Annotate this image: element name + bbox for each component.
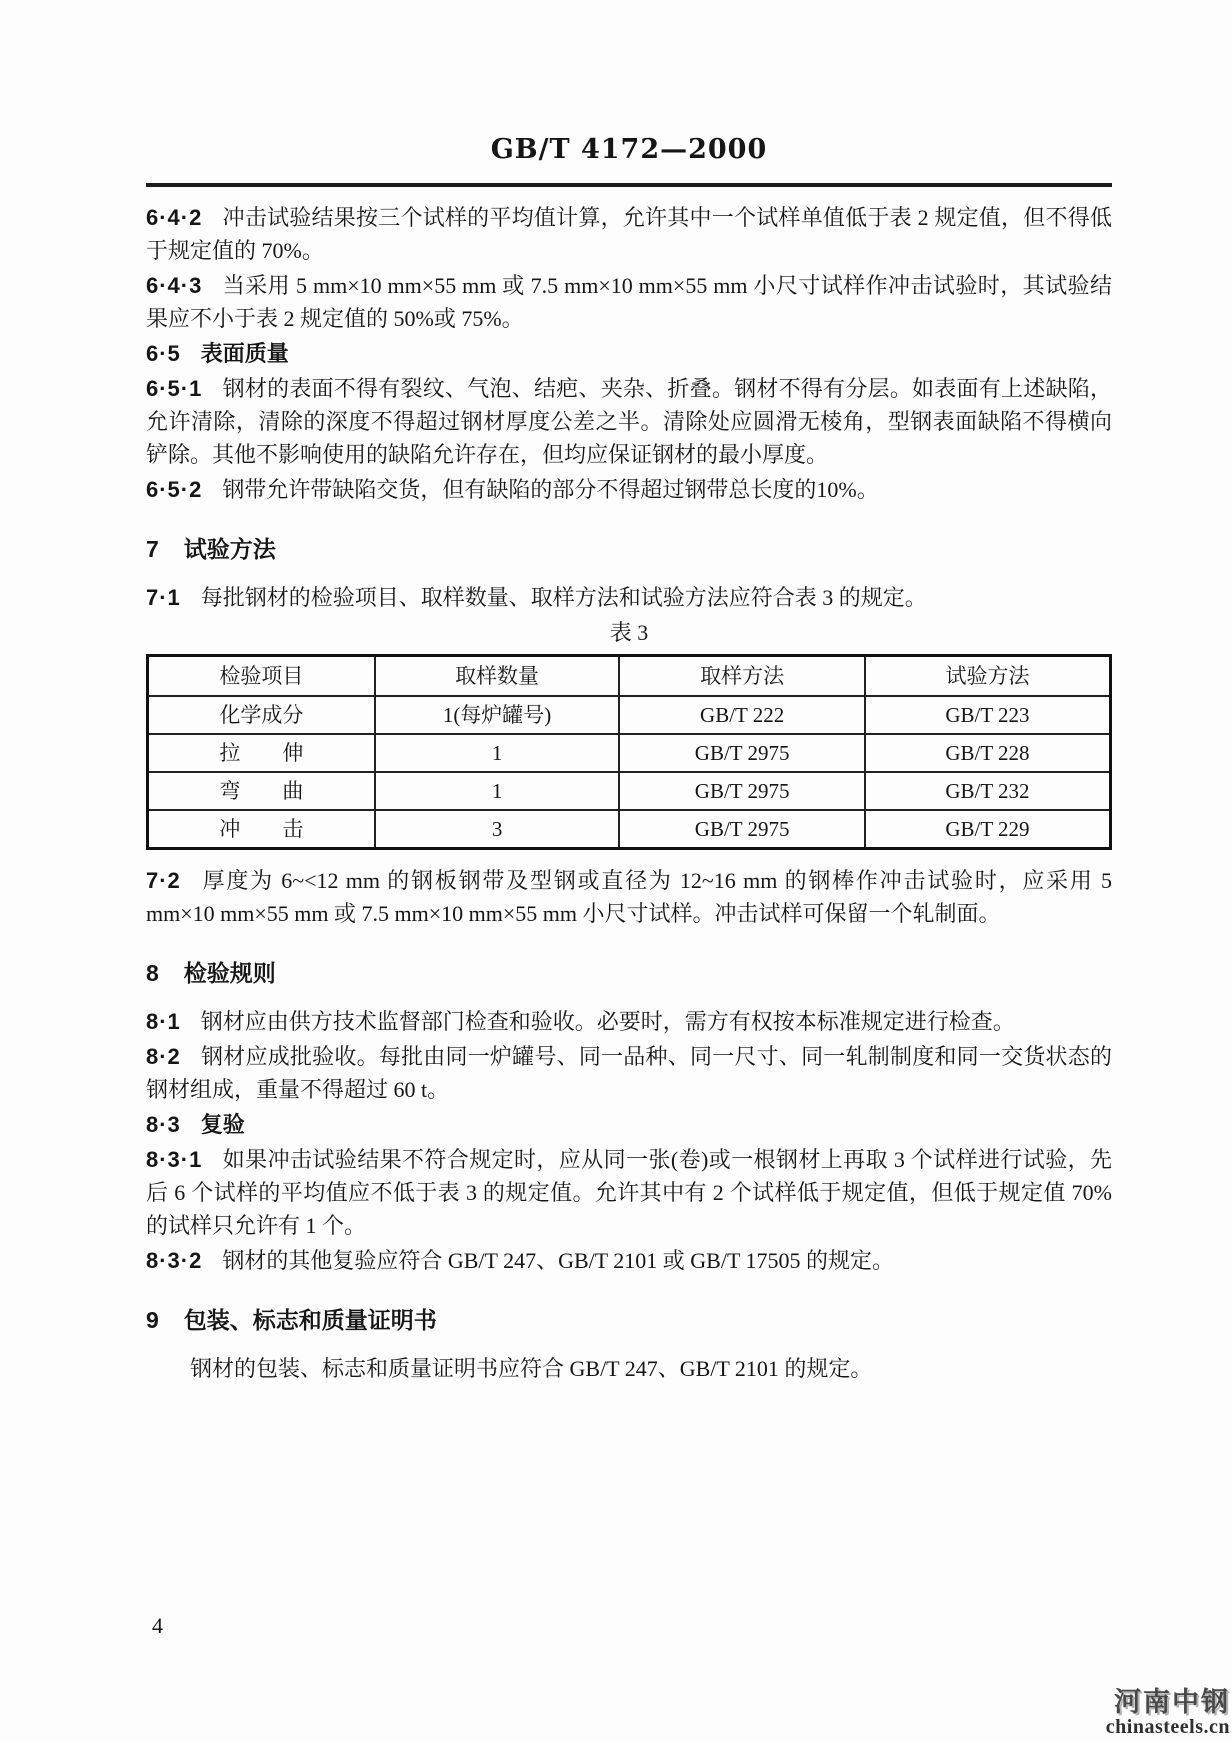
clause-7-2 [146,864,1112,930]
clause-6-5-2 [146,473,1112,506]
watermark [1106,1689,1230,1737]
clause-text: 每批钢材的检验项目、取样数量、取样方法和试验方法应符合表 3 的规定。 [200,585,927,610]
clause-text: 厚度为 6~<12 mm 的钢板钢带及型钢或直径为 12~16 mm 的钢棒作冲击试验时，应采用 5 mm×10 mm×55 mm 或 7.5 mm×10 mm×55 mm 小尺寸试样。冲击试样可保留一个轧制面。 [146,868,1112,926]
paragraph-9-body [146,1352,1112,1385]
clause-text: 钢材的其他复验应符合 GB/T 247、GB/T 2101 或 GB/T 17505 的规定。 [222,1248,895,1273]
table-row [148,772,1111,810]
document-body [146,201,1112,1387]
table-3-block [146,620,1112,850]
paragraph-text: 钢材的包装、标志和质量证明书应符合 GB/T 247、GB/T 2101 的规定。 [190,1356,873,1381]
table-header-row [148,656,1111,697]
clause-7-1 [146,581,1112,614]
table-cell: 冲 击 [148,810,375,849]
clause-number: 6·5·1 [146,376,203,401]
table-cell: GB/T 2975 [619,772,865,810]
table-cell: 1 [375,734,620,772]
section-number: 9 [146,1307,160,1333]
table-3-caption: 表 3 [609,620,649,645]
table-3 [146,654,1112,850]
section-9-heading [146,1304,1112,1337]
section-8-heading [146,957,1112,990]
clause-number: 8·2 [146,1044,181,1069]
table-cell: GB/T 229 [865,810,1111,849]
clause-title: 表面质量 [200,341,289,366]
th-sample-quantity: 取样数量 [375,656,620,697]
table-cell: GB/T 228 [865,734,1111,772]
clause-8-1 [146,1005,1112,1038]
watermark-cn-logo: 河南中钢 [1114,1687,1230,1717]
clause-6-4-2 [146,201,1112,267]
clause-text: 钢带允许带缺陷交货，但有缺陷的部分不得超过钢带总长度的10%。 [222,477,879,502]
clause-8-3-2 [146,1244,1112,1277]
section-title: 检验规则 [183,960,276,986]
section-number: 8 [146,960,160,986]
clause-8-3-1 [146,1143,1112,1242]
clause-number: 8·1 [146,1009,181,1034]
table-cell: GB/T 223 [865,696,1111,734]
clause-number: 7·1 [146,585,181,610]
table-cell: GB/T 2975 [619,810,865,849]
standard-number-header: GB/T 4172—2000 [490,134,768,165]
table-row [148,810,1111,849]
clause-title: 复验 [200,1112,245,1137]
section-7-heading [146,533,1112,566]
table-cell: 化学成分 [148,696,375,734]
section-title: 试验方法 [183,536,276,562]
clause-text: 当采用 5 mm×10 mm×55 mm 或 7.5 mm×10 mm×55 mm 小尺寸试样作冲击试验时，其试验结果应不小于表 2 规定值的 50%或 75%。 [146,273,1112,331]
clause-text: 钢材应成批验收。每批由同一炉罐号、同一品种、同一尺寸、同一轧制制度和同一交货状态的钢材组成，重量不得超过 60 t。 [146,1044,1112,1102]
th-sampling-method: 取样方法 [619,656,865,697]
clause-6-5-title [146,337,1112,370]
header-rule [146,183,1112,187]
th-inspection-item: 检验项目 [148,656,375,697]
clause-8-3-title [146,1108,1112,1141]
clause-text: 冲击试验结果按三个试样的平均值计算，允许其中一个试样单值低于表 2 规定值，但不得低于规定值的 70%。 [146,205,1112,263]
clause-number: 6·5 [146,341,181,366]
table-cell: 1(每炉罐号) [375,696,620,734]
section-number: 7 [146,536,160,562]
clause-number: 7·2 [146,868,181,893]
page-number: 4 [152,1613,163,1638]
table-cell: 拉 伸 [148,734,375,772]
table-cell: 弯 曲 [148,772,375,810]
table-cell: GB/T 222 [619,696,865,734]
clause-number: 8·3·2 [146,1248,203,1273]
clause-6-5-1 [146,372,1112,471]
table-cell: GB/T 2975 [619,734,865,772]
clause-number: 6·4·3 [146,273,203,298]
clause-number: 8·3 [146,1112,181,1137]
clause-8-2 [146,1040,1112,1106]
clause-number: 8·3·1 [146,1147,203,1172]
table-row [148,734,1111,772]
table-cell: 3 [375,810,620,849]
clause-text: 钢材的表面不得有裂纹、气泡、结疤、夹杂、折叠。钢材不得有分层。如表面有上述缺陷，允许清除，清除的深度不得超过钢材厚度公差之半。清除处应圆滑无棱角，型钢表面缺陷不得横向铲除。其他不影响使用的缺陷允许存在，但均应保证钢材的最小厚度。 [146,376,1112,467]
table-row [148,696,1111,734]
clause-text: 钢材应由供方技术监督部门检查和验收。必要时，需方有权按本标准规定进行检查。 [200,1009,1015,1034]
clause-number: 6·4·2 [146,205,203,230]
table-cell: 1 [375,772,620,810]
th-test-method: 试验方法 [865,656,1111,697]
clause-6-4-3 [146,269,1112,335]
clause-text: 如果冲击试验结果不符合规定时，应从同一张(卷)或一根钢材上再取 3 个试样进行试验，先后 6 个试样的平均值应不低于表 3 的规定值。允许其中有 2 个试样低于规定值，但低于规定值 70%的试样只允许有 1 个。 [146,1147,1112,1238]
table-cell: GB/T 232 [865,772,1111,810]
watermark-domain: chinasteels.cn [1105,1716,1230,1738]
section-title: 包装、标志和质量证明书 [183,1307,437,1333]
clause-number: 6·5·2 [146,477,203,502]
